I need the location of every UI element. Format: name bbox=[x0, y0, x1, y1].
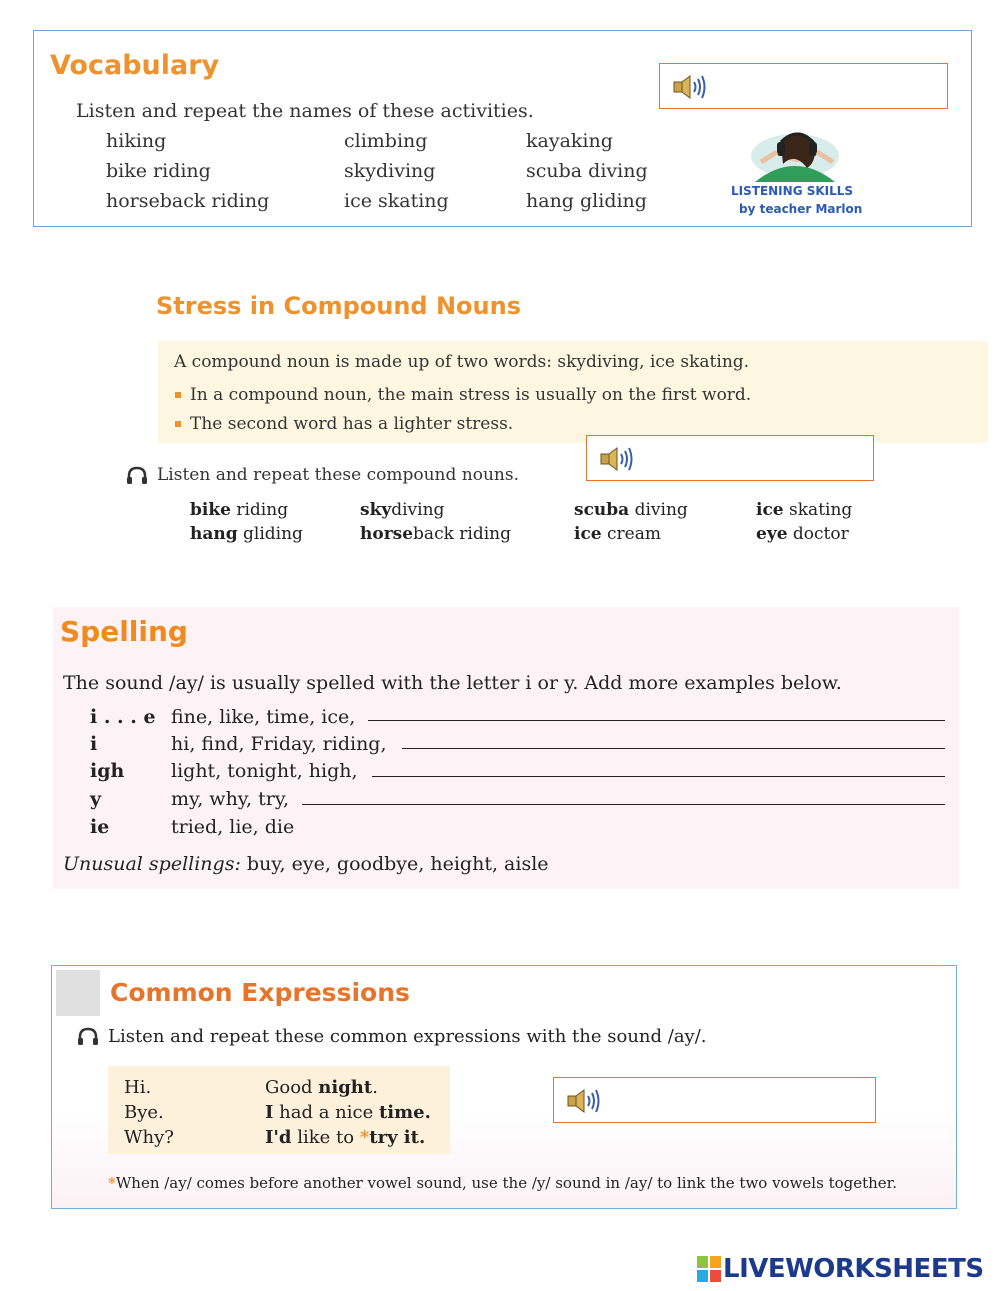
spelling-pattern: i . . . e bbox=[90, 706, 156, 728]
expressions-footnote: *When /ay/ comes before another vowel sound, use the /y/ sound in /ay/ to link the two vowels together. bbox=[108, 1174, 897, 1192]
spelling-examples: tried, lie, die bbox=[171, 816, 295, 838]
bullet-marker bbox=[175, 421, 181, 427]
vocab-word: hiking bbox=[106, 130, 167, 152]
badge-line-1: LISTENING SKILLS bbox=[731, 184, 854, 198]
expressions-title-tab bbox=[56, 970, 100, 1016]
vocab-word: climbing bbox=[344, 130, 428, 152]
unusual-label: Unusual spellings: bbox=[63, 853, 241, 875]
answer-blank[interactable] bbox=[372, 776, 945, 777]
expression-long: I had a nice time. bbox=[265, 1102, 431, 1123]
expression-short: Why? bbox=[124, 1127, 174, 1148]
spelling-title: Spelling bbox=[60, 615, 188, 648]
vocabulary-title: Vocabulary bbox=[50, 50, 220, 81]
compound-noun: hang gliding bbox=[190, 524, 303, 544]
vocab-word: kayaking bbox=[526, 130, 613, 152]
unusual-word: goodbye, bbox=[336, 853, 425, 875]
spelling-examples: my, why, try, bbox=[171, 788, 290, 810]
spelling-examples: fine, like, time, ice, bbox=[171, 706, 356, 728]
spelling-pattern: igh bbox=[90, 760, 125, 782]
asterisk-mark: * bbox=[359, 1127, 370, 1148]
vocabulary-audio-player[interactable] bbox=[659, 63, 948, 109]
speaker-icon[interactable] bbox=[566, 1087, 604, 1115]
spelling-pattern: y bbox=[90, 788, 102, 810]
stress-title: Stress in Compound Nouns bbox=[156, 292, 521, 320]
vocab-word: horseback riding bbox=[106, 190, 270, 212]
stress-bullet: The second word has a lighter stress. bbox=[190, 414, 514, 434]
spelling-examples: light, tonight, high, bbox=[171, 760, 358, 782]
expression-short: Hi. bbox=[124, 1077, 152, 1098]
stress-bullet: In a compound noun, the main stress is usually on the first word. bbox=[190, 385, 752, 405]
compound-noun: bike riding bbox=[190, 500, 289, 520]
expression-short: Bye. bbox=[124, 1102, 164, 1123]
answer-blank[interactable] bbox=[302, 804, 945, 805]
compound-noun: eye doctor bbox=[756, 524, 849, 544]
unusual-word: aisle bbox=[504, 853, 549, 875]
spelling-intro: The sound /ay/ is usually spelled with the letter i or y. Add more examples below. bbox=[63, 672, 842, 694]
expressions-title: Common Expressions bbox=[110, 978, 410, 1007]
compound-noun: scuba diving bbox=[574, 500, 688, 520]
listening-girl-illustration bbox=[725, 122, 865, 182]
spelling-pattern: i bbox=[90, 733, 98, 755]
vocab-word: scuba diving bbox=[526, 160, 648, 182]
answer-blank[interactable] bbox=[402, 748, 945, 749]
compound-noun: ice skating bbox=[756, 500, 853, 520]
expression-long: I'd like to *try it. bbox=[265, 1127, 426, 1148]
stress-intro: A compound noun is made up of two words: skydiving, ice skating. bbox=[174, 352, 750, 372]
speaker-icon[interactable] bbox=[672, 73, 710, 101]
unusual-spellings bbox=[63, 853, 549, 875]
stress-audio-player[interactable] bbox=[586, 435, 874, 481]
vocab-word: skydiving bbox=[344, 160, 436, 182]
headphones-icon bbox=[77, 1027, 99, 1047]
unusual-word: eye, bbox=[291, 853, 331, 875]
liveworksheets-brand: LIVEWORKSHEETS bbox=[723, 1254, 984, 1284]
compound-noun: horseback riding bbox=[360, 524, 512, 544]
spelling-pattern: ie bbox=[90, 816, 110, 838]
expression-long: Good night. bbox=[265, 1077, 378, 1098]
speaker-icon[interactable] bbox=[599, 445, 637, 473]
vocab-word: ice skating bbox=[344, 190, 449, 212]
answer-blank[interactable] bbox=[368, 720, 945, 721]
vocabulary-instruction: Listen and repeat the names of these activities. bbox=[76, 100, 534, 122]
asterisk-mark: * bbox=[108, 1174, 116, 1192]
expressions-instruction: Listen and repeat these common expressions with the sound /ay/. bbox=[108, 1026, 707, 1047]
unusual-word: height, bbox=[430, 853, 498, 875]
unusual-word: buy, bbox=[246, 853, 286, 875]
badge-line-2: by teacher Marlon bbox=[739, 202, 863, 216]
expressions-audio-player[interactable] bbox=[553, 1077, 876, 1123]
spelling-examples: hi, find, Friday, riding, bbox=[171, 733, 387, 755]
compound-noun: ice cream bbox=[574, 524, 661, 544]
liveworksheets-logo-icon bbox=[697, 1256, 721, 1282]
headphones-icon bbox=[126, 466, 148, 486]
bullet-marker bbox=[175, 392, 181, 398]
listening-skills-badge bbox=[725, 122, 865, 222]
vocab-word: hang gliding bbox=[526, 190, 647, 212]
vocab-word: bike riding bbox=[106, 160, 211, 182]
stress-instruction: Listen and repeat these compound nouns. bbox=[157, 465, 519, 485]
compound-noun: skydiving bbox=[360, 500, 445, 520]
